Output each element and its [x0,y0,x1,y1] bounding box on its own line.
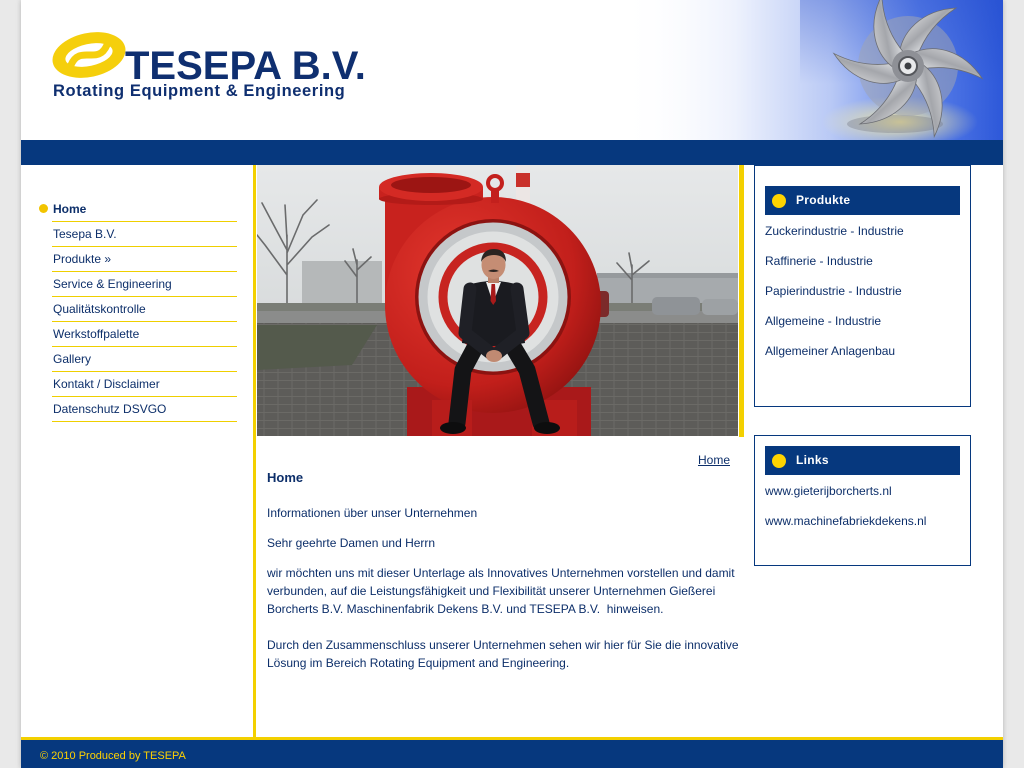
product-link-zuckerindustrie[interactable]: Zuckerindustrie - Industrie [765,224,904,238]
external-link-gieterijborcherts[interactable]: www.gieterijborcherts.nl [765,484,892,498]
breadcrumb-home-link[interactable]: Home [697,453,730,467]
nav-item-datenschutz[interactable] [52,397,237,422]
company-name: TESEPA B.V. [125,44,366,88]
body-paragraph: Durch den Zusammenschluss unserer Unternehmen sehen wir hier für Sie die innovative Lösung im Bereich Rotating Equipment and Engineering. [267,638,742,670]
nav-item-qualitaetskontrolle[interactable] [52,297,237,322]
content-body [267,504,745,684]
links-box [754,435,971,566]
products-box [754,165,971,407]
nav-item-gallery[interactable] [52,347,237,372]
nav-item-produkte[interactable] [52,247,237,272]
logo-swirl-icon [50,28,128,82]
external-link-machinefabriekdekens[interactable]: www.machinefabriekdekens.nl [765,514,927,528]
nav-item-service-engineering[interactable] [52,272,237,297]
nav-item-werkstoffpalette[interactable] [52,322,237,347]
hero-photo [257,165,738,436]
nav-item-label: Qualitätskontrolle [53,302,146,316]
body-paragraph: wir möchten uns mit dieser Unterlage als Innovatives Unternehmen vorstellen und damit verbunden, auf die Leistungsfähigkeit und Flexibilität unserer Unternehmen Gießerei Borcherts B.V. Maschinenfabrik Dekens B.V. und TESEPA B.V. hinweisen. [267,566,738,616]
nav-item-label: Kontakt / Disclaimer [53,377,160,391]
footer [21,740,1003,768]
page-title: Home [267,470,304,485]
greeting-paragraph: Sehr geehrte Damen und Herrn [267,536,436,550]
nav-item-label: Gallery [53,352,92,366]
links-box-title: Links [796,453,829,467]
product-link-anlagenbau[interactable]: Allgemeiner Anlagenbau [765,344,896,358]
nav-item-home[interactable] [52,197,237,222]
products-box-header [765,186,960,215]
product-link-papierindustrie[interactable]: Papierindustrie - Industrie [765,284,902,298]
product-link-raffinerie[interactable]: Raffinerie - Industrie [765,254,873,268]
company-tagline: Rotating Equipment & Engineering [53,82,346,100]
active-bullet-icon [39,204,48,213]
products-list [765,216,965,366]
intro-paragraph: Informationen über unser Unternehmen [267,506,478,520]
nav-item-tesepa[interactable] [52,222,237,247]
nav-item-label: Home [53,202,87,216]
top-color-bar [21,140,1003,165]
nav-item-label: Tesepa B.V. [53,227,117,241]
photo-accent-bar [739,165,744,437]
logo-link[interactable] [48,26,388,106]
product-link-allgemeine-industrie[interactable]: Allgemeine - Industrie [765,314,882,328]
impeller-banner-image [620,0,1003,140]
main-navigation [52,197,237,422]
links-box-header [765,446,960,475]
nav-item-kontakt[interactable] [52,372,237,397]
products-box-title: Produkte [796,193,851,207]
column-divider [253,165,256,737]
copyright-text: © 2010 Produced by TESEPA [40,750,186,762]
links-list [765,476,965,536]
yellow-dot-icon [772,454,786,468]
nav-item-label: Produkte » [53,252,112,266]
yellow-dot-icon [772,194,786,208]
nav-item-label: Datenschutz DSVGO [53,402,167,416]
nav-item-label: Service & Engineering [53,277,172,291]
nav-item-label: Werkstoffpalette [53,327,140,341]
